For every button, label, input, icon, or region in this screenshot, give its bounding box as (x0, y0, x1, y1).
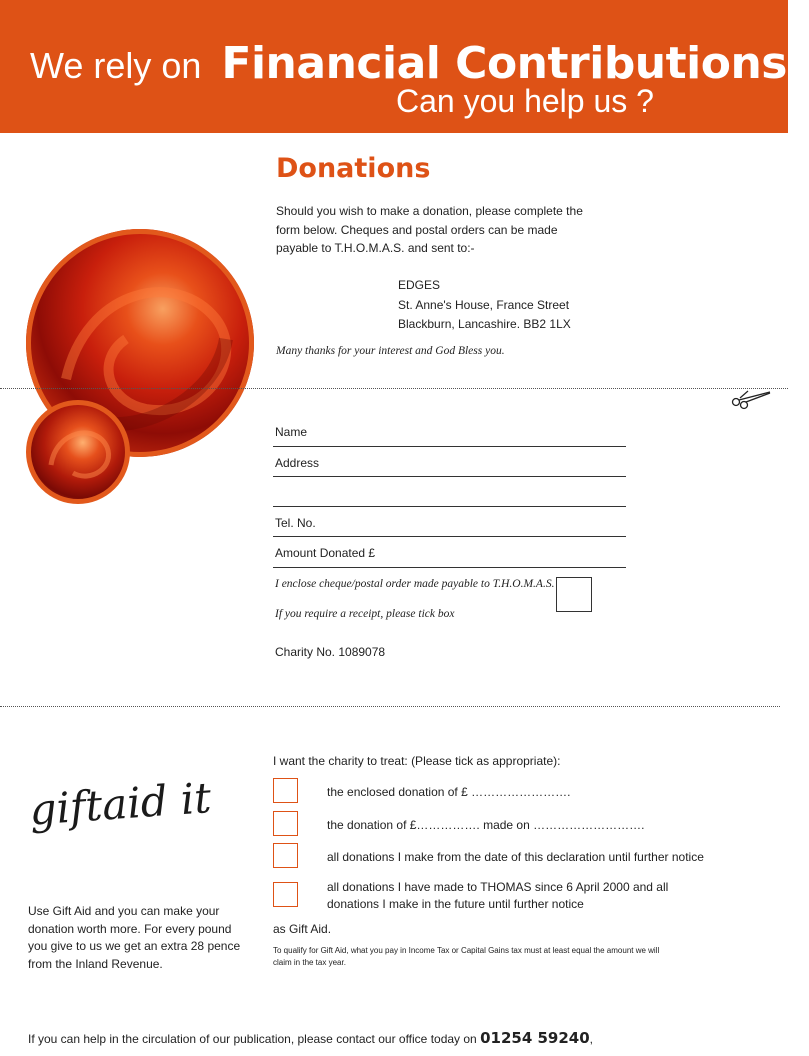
side-text-line: donation worth more. For every pound (28, 921, 232, 936)
donations-heading: Donations (276, 153, 431, 184)
enclose-note: I enclose cheque/postal order made payable to T.H.O.M.A.S. (275, 578, 555, 590)
tel-field[interactable] (273, 536, 626, 537)
side-text-line: you give to us we get an extra 28 pence (28, 939, 241, 953)
option-4-line: donations I make in the future until further notice (327, 896, 584, 911)
donations-intro (276, 202, 606, 258)
footer-message: If you can help in the circulation of our publication, please contact our office today on (28, 1032, 477, 1046)
giftaid-qualify-note (273, 945, 659, 969)
scissors-icon (730, 388, 772, 415)
thanks-note: Many thanks for your interest and God Bless you. (276, 345, 505, 357)
cut-line (0, 388, 788, 389)
intro-line: Should you wish to make a donation, please complete the (276, 204, 583, 218)
footer-phone: 01254 59240 (480, 1029, 590, 1047)
giftaid-option-checkbox-1[interactable] (273, 778, 298, 803)
name-field[interactable] (273, 446, 626, 447)
address-label: Address (275, 456, 320, 470)
header-subtitle: Can you help us ? (396, 83, 654, 119)
footer-text (28, 1029, 593, 1047)
intro-line: payable to T.H.O.M.A.S. and sent to:- (276, 241, 475, 255)
giftaid-option-2: the donation of £……………. made on ………………………. (327, 818, 645, 832)
header-title (30, 38, 809, 89)
name-label: Name (275, 425, 308, 439)
address-line: Blackburn, Lancashire. BB2 1LX (398, 317, 571, 331)
header-bold-text: Financial Contributions (221, 38, 787, 89)
decorative-red-swirl-small (26, 400, 130, 504)
giftaid-option-4 (327, 879, 668, 912)
header-suffix: - (797, 45, 809, 86)
giftaid-logo (26, 772, 226, 847)
giftaid-option-checkbox-2[interactable] (273, 811, 298, 836)
qualify-line: claim in the tax year. (273, 958, 346, 967)
giftaid-logo-text: giftaid it (27, 773, 213, 835)
amount-field[interactable] (273, 567, 626, 568)
address-line: EDGES (398, 278, 441, 292)
tel-label: Tel. No. (275, 516, 316, 530)
giftaid-intro: I want the charity to treat: (Please tick as appropriate): (273, 754, 561, 768)
giftaid-option-1: the enclosed donation of £ ……………………. (327, 785, 571, 799)
giftaid-side-text (28, 903, 240, 973)
side-text-line: from the Inland Revenue. (28, 956, 163, 971)
charity-number: Charity No. 1089078 (275, 645, 386, 659)
intro-line: form below. Cheques and postal orders can be made (276, 222, 558, 237)
amount-label: Amount Donated £ (275, 546, 376, 560)
giftaid-option-checkbox-3[interactable] (273, 843, 298, 868)
side-text-line: Use Gift Aid and you can make your (28, 904, 220, 918)
giftaid-option-3: all donations I make from the date of this declaration until further notice (327, 850, 704, 864)
footer-comma: , (589, 1032, 594, 1046)
address-field-line2[interactable] (273, 506, 626, 507)
giftaid-option-checkbox-4[interactable] (273, 882, 298, 907)
address-field-line1[interactable] (273, 476, 626, 477)
address-line: St. Anne's House, France Street (398, 297, 570, 312)
header-prefix: We rely on (30, 45, 202, 86)
receipt-checkbox[interactable] (556, 577, 592, 612)
receipt-note: If you require a receipt, please tick box (275, 608, 455, 620)
postal-address (398, 276, 571, 335)
section-divider (0, 706, 780, 707)
option-4-line: all donations I have made to THOMAS since 6 April 2000 and all (327, 880, 669, 894)
qualify-line: To qualify for Gift Aid, what you pay in Income Tax or Capital Gains tax must at least equal the amount we will (273, 946, 660, 955)
as-gift-aid: as Gift Aid. (273, 922, 332, 936)
